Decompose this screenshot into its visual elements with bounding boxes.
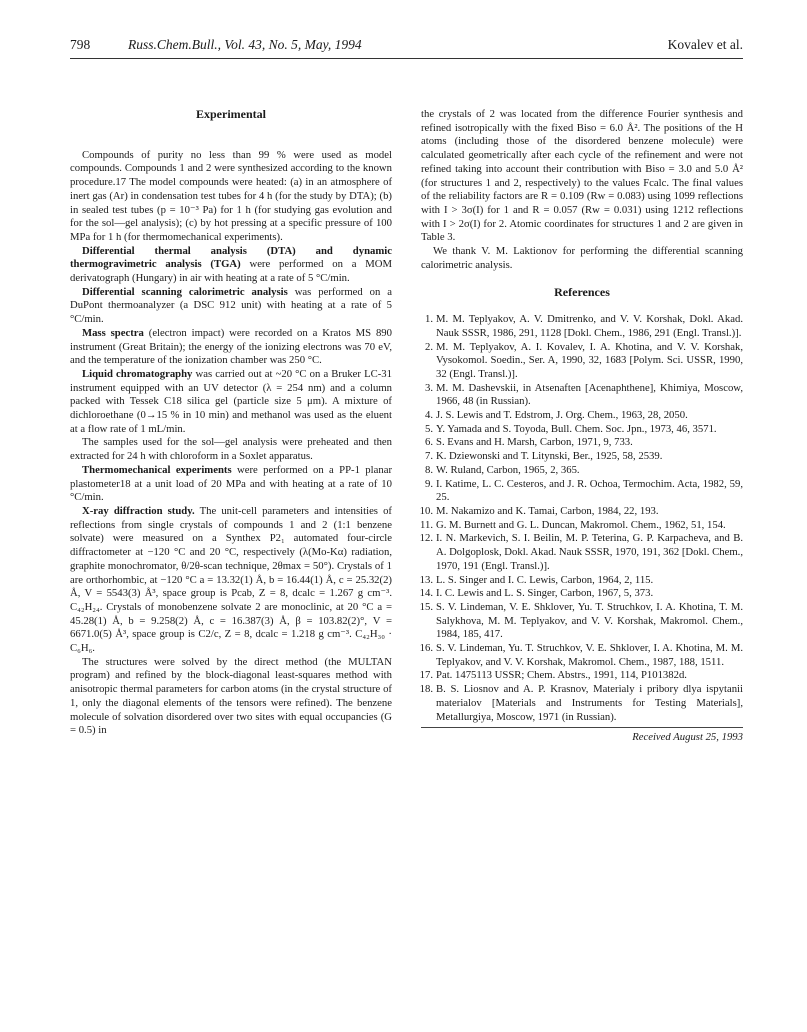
reference-text: S. V. Lindeman, Yu. T. Struchkov, V. E. Shklover, I. A. Khotina, M. M. Teplyakov, and V. V. Korshak, Makromol. Chem., 1987, 188, 1511.	[436, 642, 743, 668]
reference-item	[421, 341, 743, 382]
paragraph-lead: Differential thermal analysis (DTA) and dynamic thermogravimetric analysis (TGA)	[70, 244, 392, 271]
left-column	[70, 108, 392, 738]
paragraph	[70, 245, 392, 286]
paragraph	[70, 505, 392, 656]
reference-number: 1.	[424, 313, 433, 326]
paragraph-text: were performed on a MOM derivatograph (Hungary) in air with heating at a rate of 5 °C/min.	[70, 258, 392, 285]
reference-number: 9.	[424, 477, 433, 490]
reference-item	[421, 409, 743, 423]
reference-number: 14.	[419, 587, 433, 600]
paragraph-lead: Mass spectra	[82, 326, 144, 339]
paragraph-text: The samples used for the sol—gel analysis were preheated and then extracted for 24 h with chloroform in a Soxlet apparatus.	[70, 436, 392, 463]
received-date: Received August 25, 1993	[632, 731, 743, 744]
reference-item	[421, 436, 743, 450]
paragraph-lead: Thermomechanical experiments	[82, 463, 232, 476]
reference-number: 3.	[424, 381, 433, 394]
reference-number: 12.	[419, 532, 433, 545]
experimental-paragraphs	[70, 149, 392, 738]
continued-paragraph: the crystals of 2 was located from the difference Fourier synthesis and refined isotropically with the fixed Biso = 6.0 Å². The positions of the H atoms (including those of the disordered benzene molecule) were calculated geometrically after each cycle of the refinement and were not refined taking into account their contribution with Biso = 3.0 and 5.0 Å² (for structures 1 and 2, respectively) to the values Fcalc. The final values of the reliability factors are R = 0.109 (Rw = 0.083) using 1099 reflections with I > 3σ(I) for 1 and R = 0.057 (Rw = 0.031) using 1212 reflections with I > 2σ(I) for 2. Atomic coordinates for structures 1 and 2 are given in Table 3.	[421, 108, 743, 244]
reference-item	[421, 423, 743, 437]
page-number: 798	[70, 37, 91, 52]
reference-text: G. M. Burnett and G. L. Duncan, Makromol. Chem., 1962, 51, 154.	[436, 518, 726, 531]
reference-item	[421, 450, 743, 464]
right-column	[421, 108, 743, 745]
paragraph	[70, 436, 392, 463]
received-rule	[421, 727, 743, 728]
reference-item	[421, 642, 743, 669]
reference-number: 13.	[419, 573, 433, 586]
reference-text: Y. Yamada and S. Toyoda, Bull. Chem. Soc. Jpn., 1973, 46, 3571.	[436, 422, 717, 435]
paragraph-lead: Liquid chromatography	[82, 367, 193, 380]
reference-number: 10.	[419, 504, 433, 517]
header-rule	[70, 58, 743, 59]
reference-text: S. Evans and H. Marsh, Carbon, 1971, 9, 733.	[436, 436, 633, 449]
reference-item	[421, 683, 743, 724]
reference-item	[421, 519, 743, 533]
paragraph-text: The unit-cell parameters and intensities of reflections from single crystals of compounds 1 and 2 (1:1 benzene solvate) were measured on a Synthex P2₁ automated four-circle diffractometer at −120 °C and 20 °C, respectively (λ(Mo-Kα) radiation, graphite monochromator, θ/2θ-scan technique, 2θmax = 50°). Crystals of 1 are orthorhombic, at −120 °C a = 13.32(1) Å, b = 16.44(1) Å, c = 25.32(2) Å, V = 5543(3) Å³, space group is Pcab, Z = 8, dcalc = 1.267 g cm⁻³. C₄₂H₂₄. Crystals of monobenzene solvate 2 are monoclinic, at 20 °C a = 45.28(1) Å, b = 9.258(2) Å, c = 16.387(3) Å, β = 103.82(2)°, V = 6671.0(5) Å³, space group is C2/c, Z = 8, dcalc = 1.218 g cm⁻³. C₄₂H₃₀ · C₆H₆.	[70, 504, 392, 655]
reference-text: S. V. Lindeman, V. E. Shklover, Yu. T. Struchkov, I. A. Khotina, T. M. Salykhova, M. M. Teplyakov, and V. V. Korshak, Makromol. Chem., 1984, 185, 417.	[436, 600, 743, 641]
reference-text: M. M. Teplyakov, A. I. Kovalev, I. A. Khotina, and V. V. Korshak, Vysokomol. Soedin., Ser. A, 1990, 32, 1683 [Polym. Sci. USSR, 1990, 32 (Engl. Transl.)].	[436, 340, 743, 380]
reference-text: M. Nakamizo and K. Tamai, Carbon, 1984, 22, 193.	[436, 504, 659, 517]
paragraph-text: was carried out at ~20 °C on a Bruker LC-31 instrument equipped with an UV detector (λ = 254 nm) and a column packed with Tessek C18 silica gel (particle size 5 μm). A mixture of dichloroethane (0→15 % in 10 min) and methanol was used as the eluent at a flow rate of 1 mL/min.	[70, 367, 392, 435]
reference-number: 17.	[419, 669, 433, 682]
reference-text: K. Dziewonski and T. Litynski, Ber., 1925, 58, 2539.	[436, 450, 663, 463]
reference-text: Pat. 1475113 USSR; Chem. Abstrs., 1991, 114, P101382d.	[436, 669, 687, 682]
reference-number: 4.	[424, 409, 433, 422]
reference-item	[421, 464, 743, 478]
paragraph	[70, 286, 392, 327]
reference-text: I. Katime, L. C. Cesteros, and J. R. Ochoa, Termochim. Acta, 1982, 59, 25.	[436, 477, 743, 504]
reference-item	[421, 313, 743, 340]
running-header	[70, 37, 743, 57]
paragraph	[70, 327, 392, 368]
paragraph	[70, 368, 392, 437]
reference-text: L. S. Singer and I. C. Lewis, Carbon, 1964, 2, 115.	[436, 573, 654, 586]
paragraph-text: The structures were solved by the direct method (the MULTAN program) and refined by the block-diagonal least-squares method with anisotropic thermal parameters for carbon atoms (in the crystal structure of 1, only the diagonal elements of the tensors were refined). The benzene molecule of solvation disordered over two sites with equal occupancies (G = 0.5) in	[70, 655, 392, 737]
section-title-experimental: Experimental	[196, 107, 266, 121]
paragraph-text: were performed on a PP-1 planar plastometer18 at a unit load of 20 MPa and with heating at a rate of 10 °C/min.	[70, 463, 393, 504]
reference-item	[421, 574, 743, 588]
reference-number: 15.	[419, 600, 433, 613]
paragraph	[70, 656, 392, 738]
reference-number: 2.	[424, 340, 433, 353]
reference-text: B. S. Liosnov and A. P. Krasnov, Materialy i pribory dlya ispytanii materialov [Materials and Instruments for Testing Materials], Metallurgiya, Moscow, 1971 (in Russian).	[436, 683, 743, 723]
reference-text: I. N. Markevich, S. I. Beilin, M. P. Teterina, G. P. Karpacheva, and B. A. Dolgoplosk, Dokl. Akad. Nauk SSSR, 1970, 191, 362 [Dokl. Chem., 1970, 191 (Engl. Transl.)].	[436, 532, 743, 572]
reference-number: 5.	[424, 422, 433, 435]
reference-text: M. M. Teplyakov, A. V. Dmitrenko, and V. V. Korshak, Dokl. Akad. Nauk SSSR, 1986, 291, 1128 [Dokl. Chem., 1986, 291 (Engl. Transl.)].	[436, 313, 743, 339]
reference-number: 18.	[419, 683, 433, 696]
reference-item	[421, 478, 743, 505]
section-title-references: References	[554, 285, 610, 300]
reference-number: 7.	[424, 450, 433, 463]
paragraph	[70, 149, 392, 245]
reference-text: J. S. Lewis and T. Edstrom, J. Org. Chem., 1963, 28, 2050.	[436, 409, 688, 422]
paragraph	[70, 464, 392, 505]
reference-number: 11.	[420, 518, 433, 531]
running-author: Kovalev et al.	[667, 37, 743, 52]
reference-number: 16.	[419, 642, 433, 655]
acknowledgement: We thank V. M. Laktionov for performing the differential scanning calorimetric analysis.	[421, 245, 743, 271]
paragraph-text: (electron impact) were recorded on a Kratos MS 890 instrument (Great Britain); the energy of the ionizing electrons was 70 eV, and the temperature of the ionization chamber was 250 °C.	[70, 326, 392, 367]
reference-number: 6.	[424, 436, 433, 449]
journal-citation: Russ.Chem.Bull., Vol. 43, No. 5, May, 1994	[128, 37, 362, 52]
paragraph-lead: X-ray diffraction study.	[82, 504, 195, 517]
reference-list	[421, 313, 743, 724]
reference-item	[421, 382, 743, 409]
reference-text: M. M. Dashevskii, in Atsenaften [Acenaphthene], Khimiya, Moscow, 1966, 48 (in Russian).	[436, 381, 743, 408]
reference-item	[421, 532, 743, 573]
reference-text: W. Ruland, Carbon, 1965, 2, 365.	[436, 463, 580, 476]
reference-item	[421, 669, 743, 683]
reference-item	[421, 601, 743, 642]
paragraph-lead: Differential scanning calorimetric analysis	[82, 285, 288, 298]
reference-item	[421, 505, 743, 519]
reference-text: I. C. Lewis and L. S. Singer, Carbon, 1967, 5, 373.	[436, 587, 654, 600]
reference-number: 8.	[424, 463, 433, 476]
reference-item	[421, 587, 743, 601]
paragraph-text: Compounds of purity no less than 99 % were used as model compounds. Compounds 1 and 2 were synthesized according to the known procedure.17 The model compounds were heated: (a) in an atmosphere of inert gas (Ar) in condensation test tubes for 4 h (for the study by DTA); (b) in sealed test tubes (p = 10⁻³ Pa) for 1 h (for studying gas evolution and for the sol—gel analysis); (c) by hot pressing at a specific pressure of 100 MPa for 1 h (for thermomechanical experiments).	[70, 148, 392, 243]
paragraph-text: was performed on a DuPont thermoanalyzer (a DSC 912 unit) with heating at a rate of 5 °C/min.	[70, 285, 393, 326]
